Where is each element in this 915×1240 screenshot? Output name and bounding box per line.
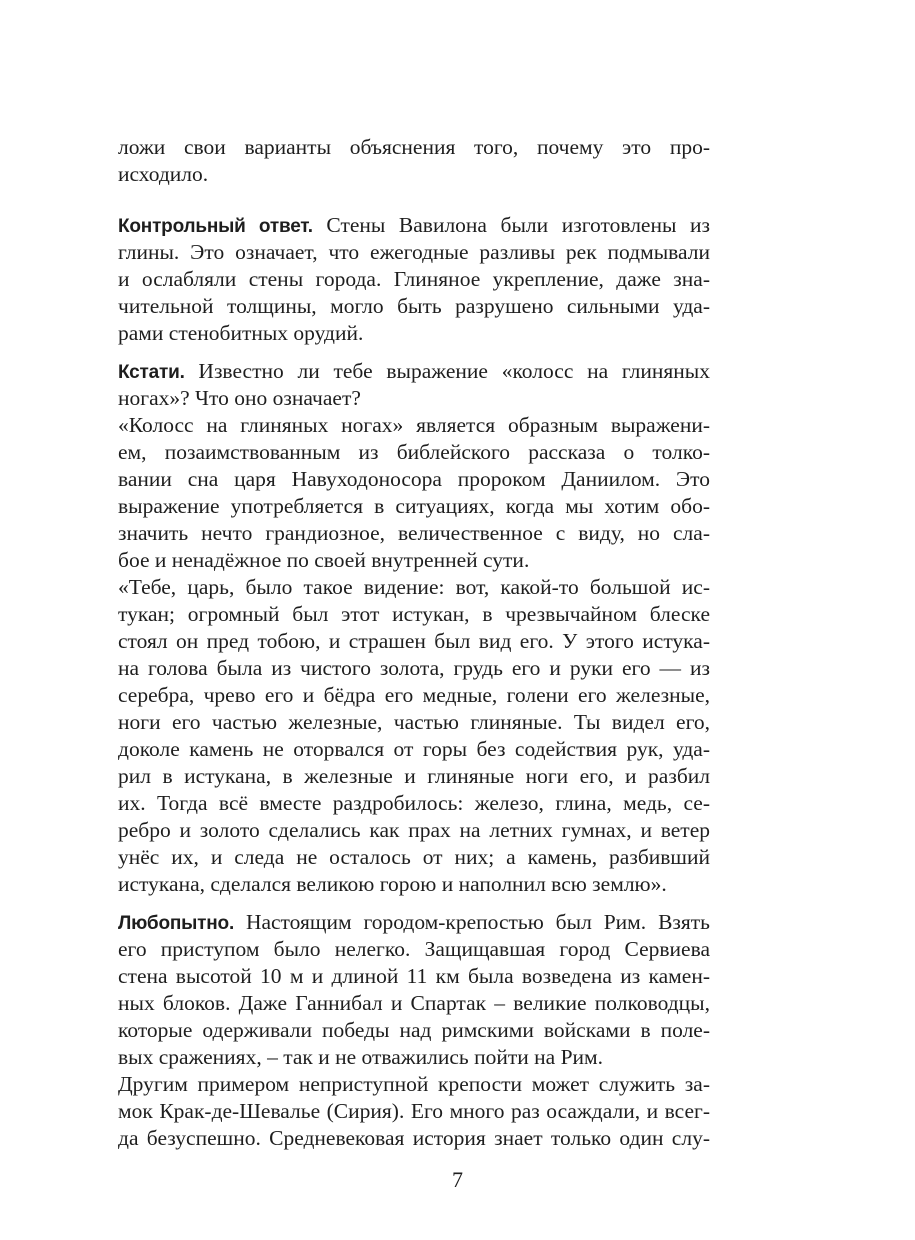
section-term-control-answer: Контрольный ответ. <box>118 216 313 237</box>
page-number: 7 <box>452 1167 463 1192</box>
text-line <box>118 212 710 239</box>
text-line: рил в истукана, в железные и глиняные ноги его, и разбил <box>118 764 710 788</box>
text-line: тукан; огромный был этот истукан, в чрезвычайном блеске <box>118 602 710 626</box>
section-term-by-the-way: Кстати. <box>118 362 185 383</box>
text-line: ем, позаимствованным из библейского рассказа о толко- <box>118 440 710 464</box>
text-line: ложи свои варианты объяснения того, почему это про- <box>118 135 710 159</box>
text-line: серебра, чрево его и бёдра его медные, голени его железные, <box>118 683 710 707</box>
text-line: вых сражениях, – так и не отважились пойти на Рим. <box>118 1045 604 1069</box>
text-line: унёс их, и следа не осталось от них; а камень, разбивший <box>118 845 710 869</box>
text-line: ных блоков. Даже Ганнибал и Спартак – великие полководцы, <box>118 991 710 1015</box>
text-line: которые одерживали победы над римскими войсками в поле- <box>118 1018 710 1042</box>
text-line: вании сна царя Навуходоносора пророком Даниилом. Это <box>118 467 710 491</box>
text-line: выражение употребляется в ситуациях, когда мы хотим обо- <box>118 494 710 518</box>
text-line: да безуспешно. Средневековая история знает только один слу- <box>118 1126 710 1150</box>
text-line: мок Крак-де-Шевалье (Сирия). Его много раз осаждали, и всег- <box>118 1099 710 1123</box>
text-line: их. Тогда всё вместе раздробилось: железо, глина, медь, се- <box>118 791 710 815</box>
text-line: на голова была из чистого золота, грудь его и руки его — из <box>118 656 710 680</box>
text-run: Известно ли тебе выражение «колосс на глиняных <box>184 359 710 383</box>
text-run: Стены Вавилона были изготовлены из <box>312 213 710 237</box>
text-line: ногах»? Что оно означает? <box>118 386 361 410</box>
text-line: ребро и золото сделались как прах на летних гумнах, и ветер <box>118 818 710 842</box>
text-line: глины. Это означает, что ежегодные разливы рек подмывали <box>118 240 710 264</box>
text-line: исходило. <box>118 162 209 186</box>
text-line: и ослабляли стены города. Глиняное укрепление, даже зна- <box>118 267 710 291</box>
text-line: «Тебе, царь, было такое видение: вот, какой-то большой ис- <box>118 575 710 599</box>
text-line: стоял он пред тобою, и страшен был вид его. У этого истука- <box>118 629 710 653</box>
text-line: «Колосс на глиняных ногах» является образным выражени- <box>118 413 710 437</box>
text-line: чительной толщины, могло быть разрушено сильными уда- <box>118 294 710 318</box>
text-line: его приступом было нелегко. Защищавшая город Сервиева <box>118 937 710 961</box>
section-term-curious: Любопытно. <box>118 913 235 934</box>
text-line <box>118 358 710 385</box>
text-line: стена высотой 10 м и длиной 11 км была возведена из камен- <box>118 964 710 988</box>
text-line: значить нечто грандиозное, величественное с виду, но сла- <box>118 521 710 545</box>
text-line <box>118 909 710 936</box>
text-run: Настоящим городом-крепостью был Рим. Взять <box>234 910 710 934</box>
text-line: ноги его частью железные, частью глиняные. Ты видел его, <box>118 710 710 734</box>
text-line: бое и ненадёжное по своей внутренней сути. <box>118 548 530 572</box>
text-line: Другим примером неприступной крепости может служить за- <box>118 1072 710 1096</box>
text-line: истукана, сделался великою горою и наполнил всю землю». <box>118 872 667 896</box>
text-line: рами стенобитных орудий. <box>118 321 364 345</box>
text-line: доколе камень не оторвался от горы без содействия рук, уда- <box>118 737 710 761</box>
